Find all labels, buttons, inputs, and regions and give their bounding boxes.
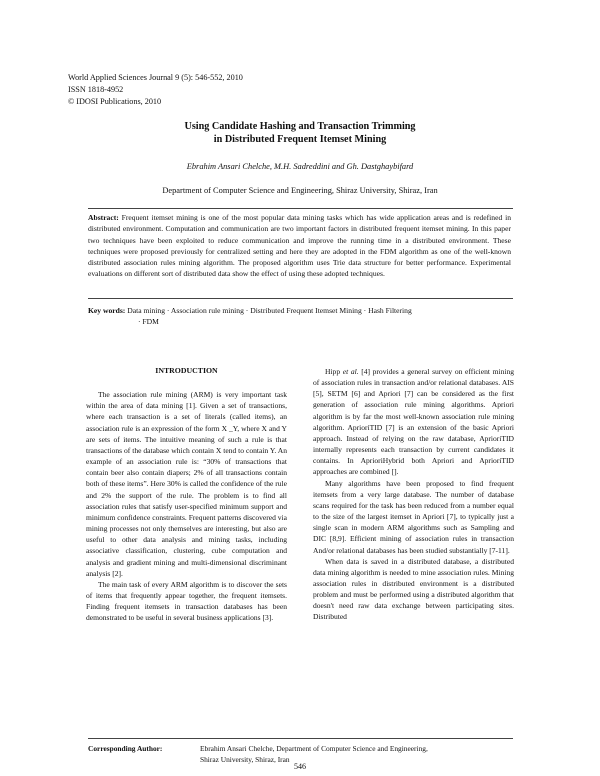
paper-title-line2: in Distributed Frequent Itemset Mining	[213, 134, 387, 145]
keywords-label: Key words:	[88, 306, 126, 315]
paper-title	[0, 120, 600, 146]
right-column	[313, 366, 514, 623]
abstract-text: Frequent itemset mining is one of the most popular data mining tasks which has wide application areas and is redefined in distributed environment. Computation and communication are two important factors in distributed frequent itemset mining. In this paper two techniques have been exploited to reduce communication and improve the running time in a distributed environment. These techniques were proposed previously for centralized setting and here they are adopted in the FDM algorithm as one of the well-known distributed association rules mining algorithm. The proposed algorithm uses Trie data structure for better performance. Experimental evaluations on different sort of distributed data show the effect of using these adopted techniques.	[88, 213, 511, 279]
corresponding-author-line2: Shiraz University, Shiraz, Iran	[200, 755, 290, 764]
journal-header	[68, 72, 243, 108]
right-paragraph-1	[313, 366, 514, 478]
footer-rule	[88, 738, 513, 739]
cited-author: Hipp	[325, 367, 341, 376]
paper-authors: Ebrahim Ansari Chelche, M.H. Sadreddini and Gh. Dastghaybifard	[186, 162, 414, 171]
abstract	[88, 212, 511, 280]
right-paragraph-2: Many algorithms have been proposed to find frequent itemsets from a very large database. The number of database scans required for the task has been reduced from a number equal to the size of the largest itemset in Apriori [7], to typically just a single scan in modern ARM algorithms such as Sampling and DIC [8,9]. Efficient mining of association rules in transaction And/or relational databases has been studied substantially [7-11].	[313, 478, 514, 555]
journal-issn: ISSN 1818-4952	[68, 85, 124, 94]
corresponding-author-label: Corresponding Author:	[88, 744, 163, 753]
abstract-top-rule	[88, 208, 513, 209]
right-paragraph-1-text: [4] provides a general survey on efficient mining of association rules in transaction and/or relational databases. AIS [5], SETM [6] and Apriori [7] can be considered as the first generation of association rule mining algorithms. Apriori algorithm is by far the most well-known association rule mining algorithm. AprioriTID [7] is an extension of the basic Apriori approach. Instead of relying on the raw database, AprioriTID internally represents each transaction by current candidates it contains. In AprioriHybrid both Apriori and AprioriTID approaches are combined [].	[313, 367, 515, 477]
abstract-bottom-rule	[88, 298, 513, 299]
et-al: et al.	[342, 367, 359, 376]
left-column	[86, 365, 287, 623]
paper-title-line1: Using Candidate Hashing and Transaction Trimming	[184, 121, 416, 132]
keywords-line1: Data mining · Association rule mining · Distributed Frequent Itemset Mining · Hash Filtering	[127, 306, 412, 315]
left-paragraph-1: The association rule mining (ARM) is very important task within the area of data mining [1]. Given a set of transactions, where each transaction is a set of literals (called items), an association rule is an expression of the form X _Y, where X and Y are sets of items. The intuitive meaning of such a rule is that transactions of the database which contain X tend to contain Y. An example of an association rule is: “30% of transactions that contain beer also contain diapers; 2% of all transactions contain both of these items”. Here 30% is called the confidence of the rule and 2% the support of the rule. The problem is to find all association rules that satisfy user-specified minimum support and minimum confidence constraints. Frequent patterns discovered via mining processes not only themselves are interesting, but also are useful to other data analysis and mining tasks, including associative classification, clustering, cube computation and analysis and gradient mining and multi-dimensional discriminant analysis [2].	[86, 390, 287, 578]
left-paragraph-2: The main task of every ARM algorithm is to discover the sets of items that frequently appear together, the frequent itemsets. Finding frequent itemsets in transaction databases has been demonstrated to be useful in several business applications [3].	[86, 579, 287, 623]
abstract-label: Abstract:	[88, 213, 119, 222]
keywords-line2: · FDM	[138, 317, 159, 327]
journal-citation: World Applied Sciences Journal 9 (5): 546-552, 2010	[68, 73, 243, 82]
paper-affiliation: Department of Computer Science and Engineering, Shiraz University, Shiraz, Iran	[162, 186, 438, 195]
right-paragraph-3: When data is saved in a distributed database, a distributed data mining algorithm is needed to mine association rules. Mining association rules in distributed environment is a distributed problem and must be performed using a distributed algorithm that doesn't need raw data exchange between participating sites. Distributed	[313, 556, 514, 622]
journal-copyright: © IDOSI Publications, 2010	[68, 97, 162, 106]
corresponding-author-line1: Ebrahim Ansari Chelche, Department of Computer Science and Engineering,	[200, 744, 428, 753]
page-number: 546	[294, 762, 306, 771]
keywords	[88, 305, 518, 328]
section-heading-introduction: INTRODUCTION	[155, 366, 218, 375]
